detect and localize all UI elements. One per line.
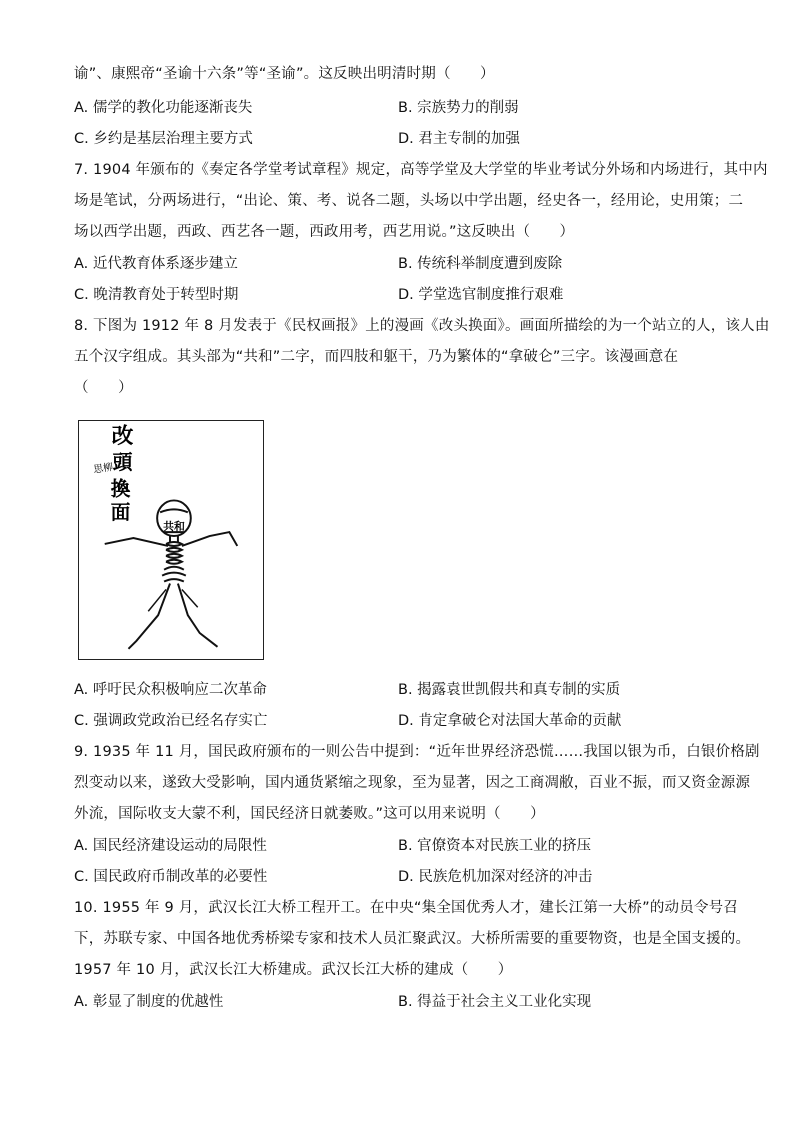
q10-stem-line-3: 1957 年 10 月，武汉长江大桥建成。武汉长江大桥的建成（ ） xyxy=(74,962,513,978)
q6-stem-tail: 谕”、康熙帝“圣谕十六条”等“圣谕”。这反映出明清时期（ ） xyxy=(74,66,495,82)
cartoon-title-char-1: 改 xyxy=(111,424,134,450)
q6-option-b[interactable]: B. 宗族势力的削弱 xyxy=(398,100,519,116)
cartoon-title-char-2: 頭 xyxy=(112,449,133,474)
q7-option-c[interactable]: C. 晚清教育处于转型时期 xyxy=(74,287,239,303)
q9-option-c[interactable]: C. 国民政府币制改革的必要性 xyxy=(74,869,268,885)
q7-option-b[interactable]: B. 传统科举制度遭到废除 xyxy=(398,256,563,272)
cartoon-title-char-3: 換 xyxy=(110,476,131,501)
cartoon-head-text: 共和 xyxy=(163,520,185,534)
q8-option-c[interactable]: C. 强调政党政治已经名存实亡 xyxy=(74,713,268,729)
cartoon-title-char-4: 面 xyxy=(110,500,131,525)
q9-stem-line-1: 9. 1935 年 11 月，国民政府颁布的一则公告中提到：“近年世界经济恐慌……我国以银为币，白银价格剧 xyxy=(74,744,760,760)
q10-option-a[interactable]: A. 彰显了制度的优越性 xyxy=(74,994,224,1010)
q6-option-c[interactable]: C. 乡约是基层治理主要方式 xyxy=(74,131,253,147)
q9-option-b[interactable]: B. 官僚资本对民族工业的挤压 xyxy=(398,838,592,854)
q6-option-d[interactable]: D. 君主专制的加强 xyxy=(398,131,520,147)
q7-stem-line-3: 场以西学出题，西政、西艺各一题，西政用考，西艺用说。”这反映出（ ） xyxy=(74,224,575,240)
cartoon-signature: 思柳 xyxy=(92,462,114,476)
q7-option-d[interactable]: D. 学堂选官制度推行艰难 xyxy=(398,287,564,303)
q8-option-d[interactable]: D. 肯定拿破仑对法国大革命的贡献 xyxy=(398,713,622,729)
q9-stem-line-2: 烈变动以来，遂致大受影响，国内通货紧缩之现象，至为显著，因之工商凋敝，百业不振，而又资金源源 xyxy=(74,775,751,791)
q8-stem-line-3: （ ） xyxy=(74,380,133,396)
q9-stem-line-3: 外流，国际收支大蒙不利，国民经济日就萎败。”这可以用来说明（ ） xyxy=(74,806,545,822)
q8-stem-line-1: 8. 下图为 1912 年 8 月发表于《民权画报》上的漫画《改头换面》。画面所描绘的为一个站立的人，该人由 xyxy=(74,318,770,334)
q8-option-b[interactable]: B. 揭露袁世凯假共和真专制的实质 xyxy=(398,682,621,698)
cartoon-figure xyxy=(78,420,264,660)
q10-option-b[interactable]: B. 得益于社会主义工业化实现 xyxy=(398,994,592,1010)
q9-option-d[interactable]: D. 民族危机加深对经济的冲击 xyxy=(398,869,593,885)
q10-stem-line-2: 下，苏联专家、中国各地优秀桥梁专家和技术人员汇聚武汉。大桥所需要的重要物资，也是全国支援的。 xyxy=(74,931,751,947)
q8-option-a[interactable]: A. 呼吁民众积极响应二次革命 xyxy=(74,682,267,698)
q9-option-a[interactable]: A. 国民经济建设运动的局限性 xyxy=(74,838,267,854)
q8-stem-line-2: 五个汉字组成。其头部为“共和”二字，而四肢和躯干，乃为繁体的“拿破仑”三字。该漫画意在 xyxy=(74,349,679,365)
q10-stem-line-1: 10. 1955 年 9 月，武汉长江大桥工程开工。在中央“集全国优秀人才，建长江第一大桥”的动员令号召 xyxy=(74,900,739,916)
q6-option-a[interactable]: A. 儒学的教化功能逐渐丧失 xyxy=(74,100,253,116)
cartoon-drawing xyxy=(79,421,263,659)
q7-stem-line-1: 7. 1904 年颁布的《奏定各学堂考试章程》规定，高等学堂及大学堂的毕业考试分外场和内场进行，其中内 xyxy=(74,162,768,178)
q7-option-a[interactable]: A. 近代教育体系逐步建立 xyxy=(74,256,238,272)
q7-stem-line-2: 场是笔试，分两场进行，“出论、策、考、说各二题，头场以中学出题，经史各一，经用论，史用策；二 xyxy=(74,193,744,209)
